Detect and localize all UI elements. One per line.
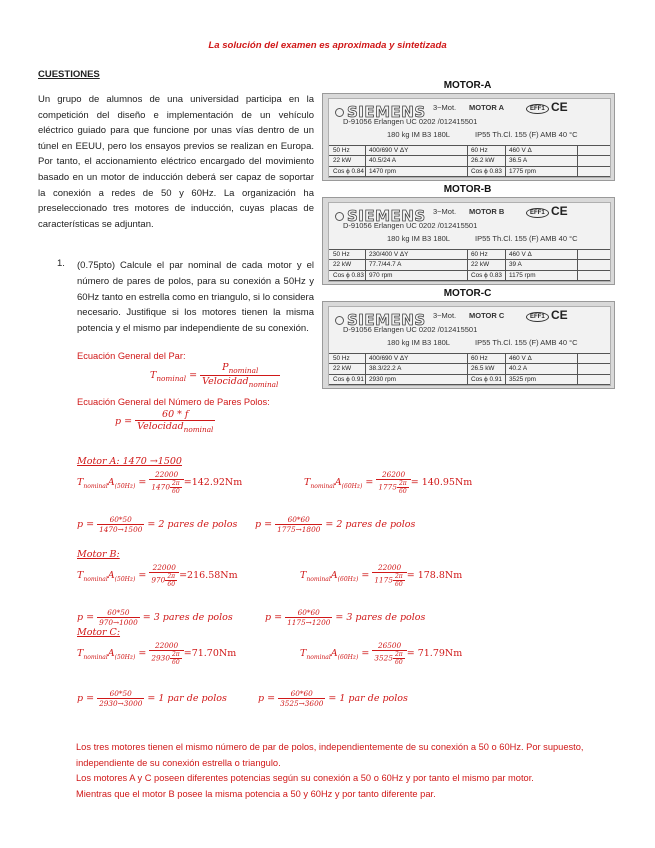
frac-den: 1470→1500 [99, 525, 143, 534]
plate-title: MOTOR-B [443, 184, 492, 195]
cell: 60 Hz [471, 147, 488, 154]
frac-den: 1775→1800 [277, 525, 321, 534]
motor-plate-a [322, 80, 613, 184]
cell: 26.5 kW [471, 365, 495, 372]
cell: 400/690 V ΔY [369, 355, 409, 362]
torque-equation: $T_{nominal}$ = $\frac{P_{nominal}}{Velocidad_{nominal}}$ [150, 362, 279, 389]
ce-mark: CE [551, 100, 568, 114]
rating-table [329, 353, 610, 385]
result-value: = 1 par de polos [147, 693, 227, 704]
plate-weight: 180 kg IM B3 180L [387, 130, 450, 139]
motor-plates [322, 80, 613, 392]
freq-sub: (50Hz) [114, 575, 136, 583]
cell: Cos ϕ 0.84 [333, 168, 364, 175]
freq-sub: (60Hz) [337, 653, 359, 661]
question-text: (0.75pto) Calcule el par nominal de cada motor y el número de pares de polos, para su conexión a 50Hz y 60Hz tanto en estrella como en triangulo, si lo considera necesario. Justifique si los motores tienen la misma potencia y el mismo par independiente de su conexión. [77, 260, 314, 335]
plate-name: MOTOR A [469, 103, 504, 112]
cell: Cos ϕ 0.83 [333, 272, 364, 279]
brand-logo: SIEMENS [347, 103, 426, 121]
cell: 22 kW [333, 261, 352, 268]
cell: 400/690 V ΔY [369, 147, 409, 154]
pi-den: 60 [172, 488, 180, 495]
nameplate [322, 93, 615, 181]
cell: 77.7/44.7 A [369, 261, 402, 268]
result-value: = 140.95Nm [410, 477, 473, 488]
frac-num: 60*50 [97, 689, 144, 699]
eq-den: Velocidad [202, 375, 249, 387]
cell: 3525 rpm [509, 376, 536, 383]
plate-name: MOTOR C [469, 311, 505, 320]
cell: Cos ϕ 0.83 [471, 272, 502, 279]
nameplate [322, 301, 615, 389]
cell: 22 kW [333, 365, 352, 372]
freq-sub: (60Hz) [341, 482, 363, 490]
cell: 1470 rpm [369, 168, 396, 175]
result-value: =71.70Nm [183, 648, 237, 659]
eq-den: Velocidad [137, 421, 184, 432]
question-number: 1. [57, 258, 65, 269]
mount-hole-icon [335, 108, 344, 117]
torque-result: $T_{nominal}A_{(50Hz)}$ = 22000 2930 $\frac{2\pi}{60}$ =71.70Nm [77, 641, 237, 666]
motor-heading: Motor B: [77, 549, 120, 560]
frac-num: 60*60 [275, 515, 322, 525]
pi-den: 60 [395, 581, 403, 588]
eq-lhs-sub: nominal [156, 373, 187, 383]
result-value: = 3 pares de polos [335, 612, 426, 623]
frac-den: 1775 [378, 482, 397, 492]
plate-address: D-91056 Erlangen UC 0202 /012415501 [343, 117, 478, 126]
frac-num: 60*60 [285, 608, 332, 618]
pi-den: 60 [395, 659, 403, 666]
torque-result: $T_{nominal}A_{(50Hz)}$ = 22000 970 $\frac{2\pi}{60}$ =216.58Nm [77, 563, 238, 588]
motor-letter: A [330, 648, 338, 659]
cell: 40.2 A [509, 365, 528, 372]
eff-badge: EFF1 [526, 208, 549, 218]
eq-num: P [222, 362, 229, 373]
cell: 38.3/22.2 A [369, 365, 402, 372]
cell: 22 kW [333, 157, 352, 164]
plate-address: D-91056 Erlangen UC 0202 /012415501 [343, 221, 478, 230]
poles-eq-label: Ecuación General del Número de Pares Polos: [77, 397, 270, 407]
cell: 60 Hz [471, 355, 488, 362]
pi-den: 60 [399, 488, 407, 495]
pi-num: 2π [171, 651, 180, 658]
mount-hole-icon [335, 316, 344, 325]
motor-heading: Motor C: [77, 627, 121, 638]
torque-result: $T_{nominal}A_{(60Hz)}$ = 26500 3525 $\frac{2\pi}{60}$ = 71.79Nm [300, 641, 463, 666]
plate-mot: 3~Mot. [433, 207, 457, 216]
cell: 36.5 A [509, 157, 528, 164]
cell: 50 Hz [333, 355, 350, 362]
freq-sub: (50Hz) [114, 482, 136, 490]
frac-num: 26500 [372, 641, 406, 651]
cell: 39 A [509, 261, 522, 268]
frac-num: 60*60 [278, 689, 325, 699]
poles-result: p = $\frac{60*60}{1175\to 1200}$ = 3 pares de polos [265, 608, 426, 627]
intro-paragraph: Un grupo de alumnos de una universidad participa en la competición del diseño e implementación de un vehículo eléctrico guiado para que funcione por unas vías dentro de un túnel en EEUU, pero los ensayos previos se realizan en Europa. Por tanto, el accionamiento eléctrico encargado del movimiento basado en un motor de inducción deberá ser capaz de soportar la conexión a redes de 50 y 60Hz. La organización ha preseleccionado tres motores de inducción, cuyas placas de características se adjuntan. [38, 94, 314, 230]
section-heading: CUESTIONES [38, 69, 100, 80]
frac-num: 26200 [376, 470, 410, 480]
cell: 2930 rpm [369, 376, 396, 383]
frac-den: 970→1000 [99, 618, 138, 627]
poles-result: p = $\frac{60*50}{970\to 1000}$ = 3 pares de polos [77, 608, 233, 627]
torque-result: $T_{nominal}A_{(60Hz)}$ = 26200 1775 $\frac{2\pi}{60}$ = 140.95Nm [304, 470, 473, 495]
cell: 460 V Δ [509, 147, 532, 154]
motor-plate-c [322, 288, 613, 392]
motor-letter: A [107, 570, 115, 581]
frac-num: 22000 [149, 470, 183, 480]
result-value: = 2 pares de polos [147, 519, 238, 530]
frac-den: 970 [151, 575, 166, 585]
cell: 460 V Δ [509, 355, 532, 362]
frac-num: 60*50 [97, 608, 140, 618]
plate-address: D-91056 Erlangen UC 0202 /012415501 [343, 325, 478, 334]
eff-badge: EFF1 [526, 104, 549, 114]
plate-weight: 180 kg IM B3 180L [387, 234, 450, 243]
frac-den: 2930→3000 [99, 699, 143, 708]
eq-lhs: p = [115, 415, 133, 427]
pi-den: 60 [172, 659, 180, 666]
eq-den-sub: nominal [248, 379, 279, 389]
conclusion-line: Los motores A y C poseen diferentes potencias según su conexión a 50 o 60Hz y por tanto el mismo par motor. [76, 773, 534, 783]
plate-title: MOTOR-A [443, 80, 492, 91]
plate-weight: 180 kg IM B3 180L [387, 338, 450, 347]
poles-result: p = $\frac{60*50}{1470\to 1500}$ = 2 pares de polos [77, 515, 238, 534]
plate-mot: 3~Mot. [433, 311, 457, 320]
torque-eq-label: Ecuación General del Par: [77, 351, 186, 361]
plate-ip: IP55 Th.Cl. 155 (F) AMB 40 °C [475, 338, 578, 347]
ce-mark: CE [551, 308, 568, 322]
result-value: = 178.8Nm [406, 570, 463, 581]
cell: 50 Hz [333, 147, 350, 154]
motor-letter: A [107, 648, 115, 659]
brand-logo: SIEMENS [347, 207, 426, 225]
plate-ip: IP55 Th.Cl. 155 (F) AMB 40 °C [475, 130, 578, 139]
result-value: = 71.79Nm [406, 648, 463, 659]
motor-heading: Motor A: 1470 →1500 [77, 456, 182, 467]
eff-badge: EFF1 [526, 312, 549, 322]
cell: 1175 rpm [509, 272, 536, 279]
cell: 970 rpm [369, 272, 393, 279]
cell: Cos ϕ 0.83 [471, 168, 502, 175]
motor-letter: A [330, 570, 338, 581]
frac-num: 22000 [149, 641, 183, 651]
pi-num: 2π [394, 651, 403, 658]
pi-num: 2π [171, 480, 180, 487]
frac-num: 22000 [372, 563, 406, 573]
motor-plate-b [322, 184, 613, 288]
conclusion-line: Mientras que el motor B posee la misma potencia a 50 y 60Hz y por tanto diferente par. [76, 788, 436, 799]
cell: Cos ϕ 0.91 [333, 376, 364, 383]
pi-num: 2π [394, 573, 403, 580]
poles-result: p = $\frac{60*60}{3525\to 3600}$ = 1 par de polos [258, 689, 408, 708]
frac-num: 22000 [149, 563, 179, 573]
brand-logo: SIEMENS [347, 311, 426, 329]
eq-num-sub: nominal [228, 365, 259, 375]
freq-sub: (60Hz) [337, 575, 359, 583]
cell: 230/400 V ΔY [369, 251, 409, 258]
torque-result: $T_{nominal}A_{(60Hz)}$ = 22000 1175 $\frac{2\pi}{60}$ = 178.8Nm [300, 563, 463, 588]
cell: Cos ϕ 0.91 [471, 376, 502, 383]
cell: 60 Hz [471, 251, 488, 258]
frac-den: 3525 [374, 653, 393, 663]
cell: 1775 rpm [509, 168, 536, 175]
solution-note: La solución del examen es aproximada y sintetizada [208, 40, 447, 51]
poles-result: p = $\frac{60*60}{1775\to 1800}$ = 2 pares de polos [255, 515, 416, 534]
result-value: = 3 pares de polos [142, 612, 233, 623]
frac-num: 60*50 [97, 515, 144, 525]
result-value: = 1 par de polos [328, 693, 408, 704]
torque-result: $T_{nominal}A_{(50Hz)}$ = 22000 1470 $\frac{2\pi}{60}$ =142.92Nm [77, 470, 243, 495]
freq-sub: (50Hz) [114, 653, 136, 661]
poles-equation [115, 409, 215, 434]
rating-table [329, 249, 610, 281]
plate-mot: 3~Mot. [433, 103, 457, 112]
plate-name: MOTOR B [469, 207, 505, 216]
nameplate [322, 197, 615, 285]
cell: 26.2 kW [471, 157, 495, 164]
motor-letter: A [107, 477, 115, 488]
plate-ip: IP55 Th.Cl. 155 (F) AMB 40 °C [475, 234, 578, 243]
result-value: =142.92Nm [183, 477, 243, 488]
mount-hole-icon [335, 212, 344, 221]
eq-den-sub: nominal [183, 424, 214, 434]
ce-mark: CE [551, 204, 568, 218]
eq-lhs: T [150, 369, 157, 381]
cell: 50 Hz [333, 251, 350, 258]
cell: 40.5/24 A [369, 157, 397, 164]
conclusion-line: Los tres motores tienen el mismo número de par de polos, independientemente de su conexión a 50 o 60Hz. Por supuesto, independiente de su conexión estrella o triangulo. [76, 742, 584, 768]
rating-table [329, 145, 610, 177]
frac-den: 1470 [151, 482, 170, 492]
conclusion [76, 740, 636, 802]
frac-den: 2930 [151, 653, 170, 663]
frac-den: 1175 [374, 575, 393, 585]
cell: 460 V Δ [509, 251, 532, 258]
frac-den: 1175→1200 [287, 618, 331, 627]
plate-title: MOTOR-C [443, 288, 492, 299]
poles-result: p = $\frac{60*50}{2930\to 3000}$ = 1 par de polos [77, 689, 227, 708]
eq-num: 60 * f [135, 409, 215, 421]
result-value: =216.58Nm [179, 570, 238, 581]
pi-num: 2π [398, 480, 407, 487]
cell: 22 kW [471, 261, 490, 268]
frac-den: 3525→3600 [280, 699, 324, 708]
motor-letter: A [334, 477, 342, 488]
result-value: = 2 pares de polos [325, 519, 416, 530]
pi-num: 2π [167, 573, 176, 580]
pi-den: 60 [167, 581, 176, 588]
